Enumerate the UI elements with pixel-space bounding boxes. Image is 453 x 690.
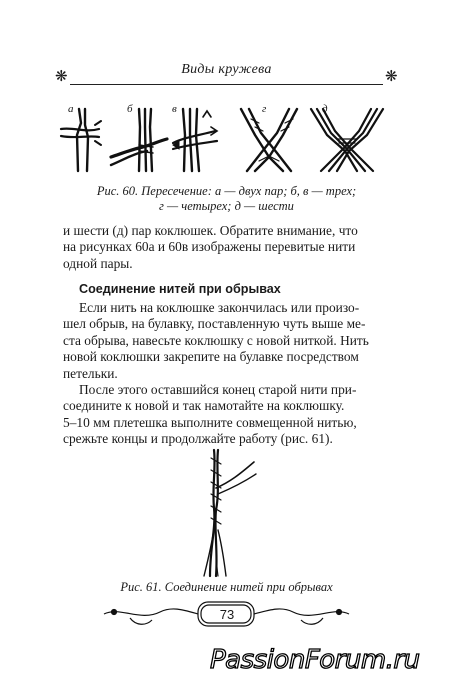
text-line: Если нить на коклюшке закончилась или произо- bbox=[79, 300, 360, 315]
figure60-caption-line1: Рис. 60. Пересечение: а — двух пар; б, в — трех; bbox=[96, 184, 357, 198]
text-line: 5–10 мм плетешка выполните совмещенной нитью, bbox=[63, 414, 357, 430]
figure60-diagram-g bbox=[241, 109, 297, 171]
text-line: новой коклюшки закрепите на булавке посредством bbox=[63, 349, 359, 365]
figure60-caption bbox=[60, 184, 393, 214]
text-line: петельки. bbox=[63, 365, 118, 381]
header-rule bbox=[70, 84, 383, 85]
running-header-title: Виды кружева bbox=[181, 62, 272, 77]
text-line: шел обрыв, на булавку, поставленную чуть выше ме- bbox=[63, 316, 366, 332]
watermark: PassionForum.ru bbox=[210, 645, 420, 675]
text-line: После этого оставшийся конец старой нити при- bbox=[79, 382, 357, 397]
figure60-label-a: а bbox=[68, 103, 74, 115]
flower-ornament-left-icon: ❋ bbox=[55, 69, 68, 85]
section-heading: Соединение нитей при обрывах bbox=[79, 282, 281, 296]
text-line: одной пары. bbox=[63, 255, 133, 271]
text-line: срежьте концы и продолжайте работу (рис. 61). bbox=[63, 431, 333, 447]
figure61-caption: Рис. 61. Соединение нитей при обрывах bbox=[120, 580, 333, 594]
flower-ornament-right-icon: ❋ bbox=[385, 69, 398, 85]
figure60-label-g: г bbox=[262, 103, 267, 115]
figure60-label-d: д bbox=[322, 103, 328, 115]
figure60-diagram-b bbox=[111, 109, 167, 171]
figure61-illustration bbox=[180, 448, 280, 578]
text-line: и шести (д) пар коклюшек. Обратите внимание, что bbox=[63, 223, 358, 238]
paragraph-thread-break bbox=[63, 300, 393, 382]
figure60-caption-line2: г — четырех; д — шести bbox=[159, 199, 294, 213]
figure60-label-b: б bbox=[127, 103, 133, 115]
figure60-diagram-v bbox=[173, 109, 217, 171]
paragraph-continuation bbox=[63, 223, 393, 272]
figure60-diagram-d bbox=[311, 109, 383, 171]
text-line: на рисунках 60а и 60в изображены перевитые нити bbox=[63, 239, 356, 255]
figure60-label-v: в bbox=[172, 103, 177, 115]
page-number: 73 bbox=[219, 607, 235, 622]
paragraph-joining bbox=[63, 382, 393, 448]
figure60-illustration bbox=[55, 105, 400, 177]
text-line: соедините к новой и так намотайте на коклюшку. bbox=[63, 398, 345, 414]
figure60-diagram-a bbox=[61, 109, 101, 171]
text-line: ста обрыва, навесьте коклюшку с новой ниткой. Нить bbox=[63, 332, 369, 348]
